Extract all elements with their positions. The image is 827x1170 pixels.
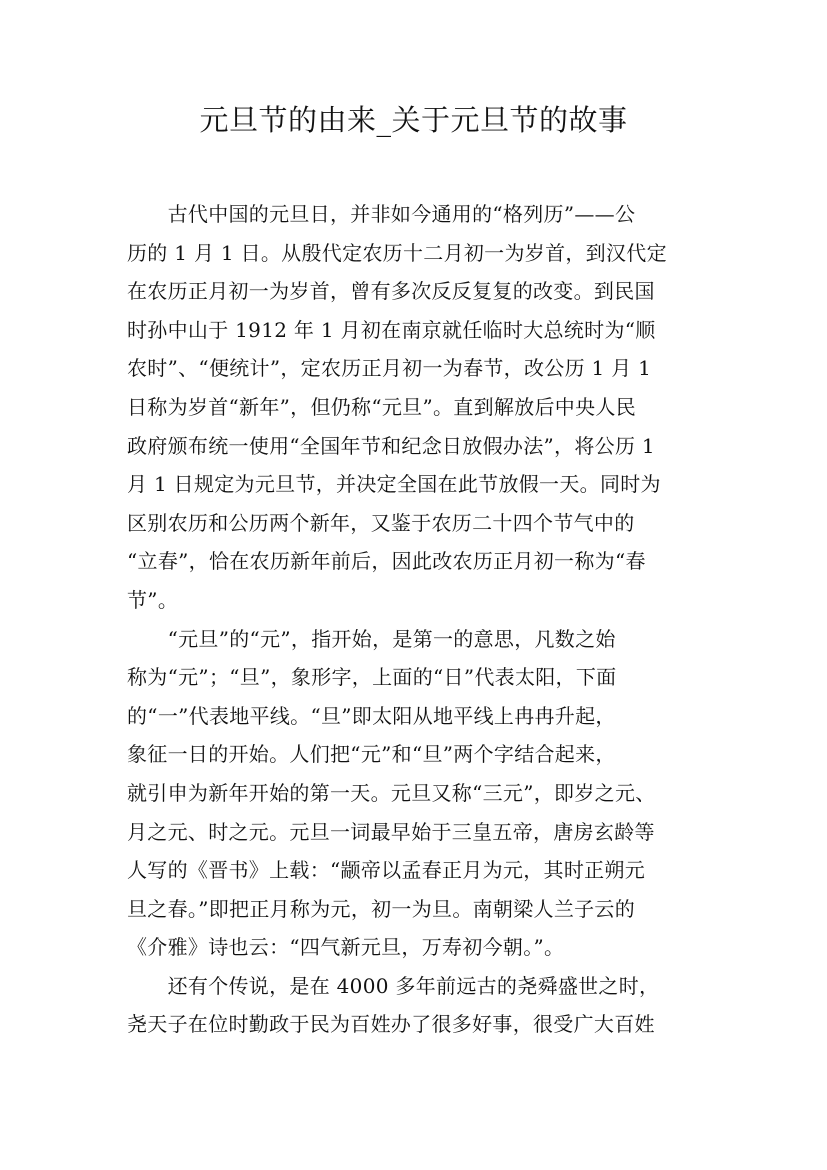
text-line: 象征一日的开始。人们把“元”和“旦”两个字结合起来， — [127, 742, 616, 767]
text-line: “元旦”的“元”，指开始，是第一的意思，凡数之始 — [127, 626, 616, 651]
text-line: 节”。 — [127, 587, 179, 612]
text-line: 农时”、“便统计”，定农历正月初一为春节，改公历 1 月 1 — [127, 356, 652, 381]
text-line: 日称为岁首“新年”，但仍称“元旦”。直到解放后中央人民 — [127, 394, 636, 419]
text-line: 旦之春。”即把正月称为元，初一为旦。南朝梁人兰子云的 — [127, 896, 636, 921]
text-line: 就引申为新年开始的第一天。元旦又称“三元”，即岁之元、 — [127, 780, 656, 805]
document-title: 元旦节的由来_关于元旦节的故事 — [199, 103, 628, 137]
text-line: 政府颁布统一使用“全国年节和纪念日放假办法”，将公历 1 — [127, 433, 655, 458]
text-line: 月 1 日规定为元旦节，并决定全国在此节放假一天。同时为 — [127, 472, 661, 497]
text-line: 称为“元”；“旦”，象形字，上面的“日”代表太阳，下面 — [127, 665, 617, 690]
text-line: 尧天子在位时勤政于民为百姓办了很多好事，很受广大百姓 — [127, 1012, 655, 1037]
text-line: 的“一”代表地平线。“旦”即太阳从地平线上冉冉升起， — [127, 703, 616, 728]
text-line: 区别农历和公历两个新年，又鉴于农历二十四个节气中的 — [127, 510, 635, 535]
text-line: 时孙中山于 1912 年 1 月初在南京就任临时大总统时为“顺 — [127, 317, 656, 342]
text-line: “立春”，恰在农历新年前后，因此改农历正月初一称为“春 — [127, 549, 646, 574]
text-line: 《介雅》诗也云：“四气新元旦，万寿初今朝。”。 — [127, 935, 565, 960]
text-line: 还有个传说，是在 4000 多年前远古的尧舜盛世之时， — [127, 973, 660, 998]
text-line: 月之元、时之元。元旦一词最早始于三皇五帝，唐房玄龄等 — [127, 819, 655, 844]
text-line: 人写的《晋书》上载：“颛帝以孟春正月为元，其时正朔元 — [127, 858, 646, 883]
document-body — [127, 195, 717, 1044]
text-line: 历的 1 月 1 日。从殷代定农历十二月初一为岁首，到汉代定 — [127, 240, 667, 265]
text-line: 在农历正月初一为岁首，曾有多次反反复复的改变。到民国 — [127, 279, 655, 304]
text-line: 古代中国的元旦日，并非如今通用的“格列历”——公 — [127, 202, 636, 226]
